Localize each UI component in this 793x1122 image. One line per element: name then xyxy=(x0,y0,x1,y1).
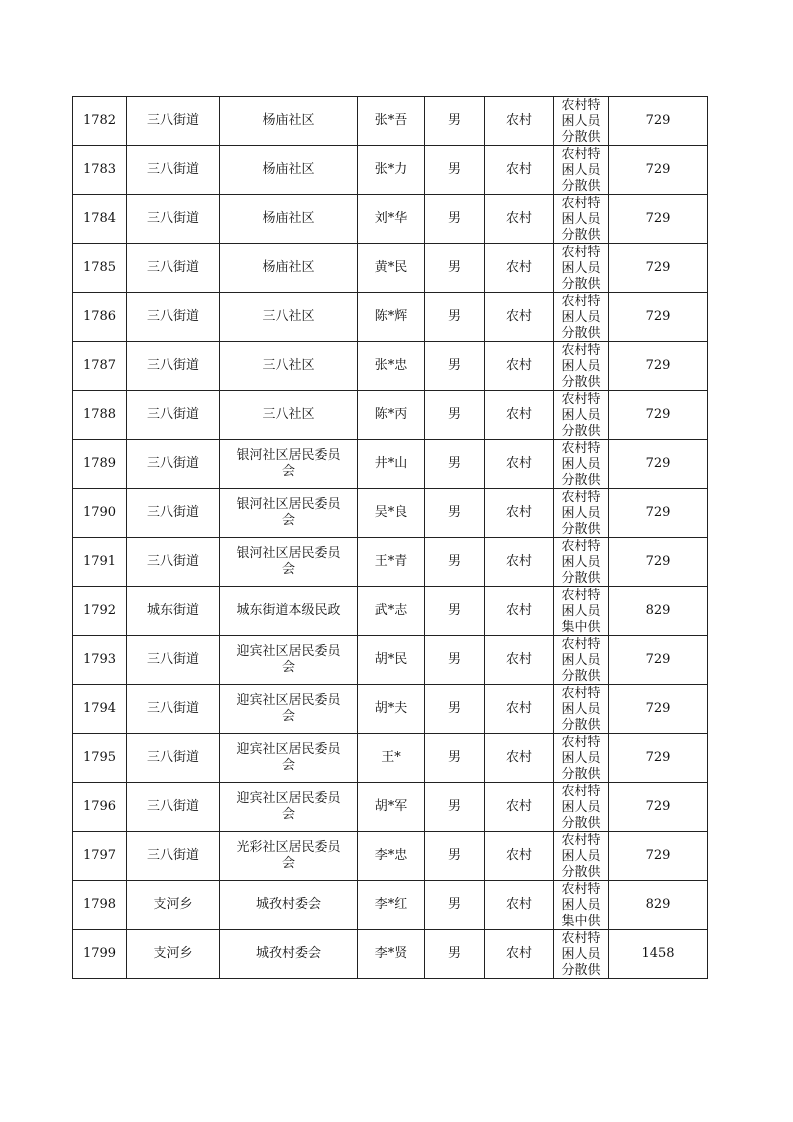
unit-text-line: 会 xyxy=(281,807,295,822)
category-cell xyxy=(554,881,609,930)
category-text-line: 分散供 xyxy=(561,276,601,292)
category-text-line: 困人员 xyxy=(561,407,601,423)
gender-cell: 男 xyxy=(425,391,485,440)
unit-text-line: 城孜村委会 xyxy=(255,946,321,961)
category-text-line: 农村特 xyxy=(561,734,601,750)
row-number-cell: 1789 xyxy=(73,440,127,489)
unit-cell xyxy=(220,293,358,342)
category-text-line: 困人员 xyxy=(561,505,601,521)
row-number-cell: 1790 xyxy=(73,489,127,538)
unit-text-line: 杨庙社区 xyxy=(262,162,315,177)
street-cell: 城东街道 xyxy=(127,587,220,636)
street-cell: 三八街道 xyxy=(127,832,220,881)
category-text-line: 困人员 xyxy=(561,652,601,668)
row-number-cell: 1788 xyxy=(73,391,127,440)
category-text-line: 农村特 xyxy=(561,244,601,260)
amount-cell: 729 xyxy=(609,440,708,489)
table-row xyxy=(73,244,708,293)
street-cell: 三八街道 xyxy=(127,734,220,783)
street-cell: 三八街道 xyxy=(127,783,220,832)
area-cell: 农村 xyxy=(485,685,554,734)
row-number-cell: 1791 xyxy=(73,538,127,587)
category-text-line: 分散供 xyxy=(561,864,601,880)
street-cell: 三八街道 xyxy=(127,146,220,195)
category-text-line: 困人员 xyxy=(561,211,601,227)
unit-text-line: 杨庙社区 xyxy=(262,113,315,128)
area-cell: 农村 xyxy=(485,391,554,440)
row-number-cell: 1795 xyxy=(73,734,127,783)
category-text-line: 农村特 xyxy=(561,440,601,456)
area-cell: 农村 xyxy=(485,930,554,979)
table-row xyxy=(73,685,708,734)
gender-cell: 男 xyxy=(425,636,485,685)
category-text-clip xyxy=(554,588,608,635)
unit-text-line: 会 xyxy=(281,562,295,577)
category-text-line: 分散供 xyxy=(561,227,601,243)
unit-cell xyxy=(220,391,358,440)
street-cell: 三八街道 xyxy=(127,97,220,146)
category-text-clip xyxy=(554,539,608,586)
row-number-cell: 1787 xyxy=(73,342,127,391)
amount-cell: 1458 xyxy=(609,930,708,979)
category-cell xyxy=(554,587,609,636)
category-text-clip xyxy=(554,98,608,145)
category-cell xyxy=(554,342,609,391)
row-number-cell: 1793 xyxy=(73,636,127,685)
table-row xyxy=(73,832,708,881)
name-cell: 陈*丙 xyxy=(358,391,425,440)
category-text-line: 农村特 xyxy=(561,587,601,603)
row-number-cell: 1799 xyxy=(73,930,127,979)
table-row xyxy=(73,195,708,244)
category-text-line: 农村特 xyxy=(561,930,601,946)
category-cell xyxy=(554,783,609,832)
gender-cell: 男 xyxy=(425,881,485,930)
street-cell: 三八街道 xyxy=(127,685,220,734)
category-text-line: 分散供 xyxy=(561,962,601,978)
gender-cell: 男 xyxy=(425,195,485,244)
amount-cell: 729 xyxy=(609,391,708,440)
unit-text-line: 迎宾社区居民委员 xyxy=(236,791,341,806)
unit-text-line: 会 xyxy=(281,464,295,479)
amount-cell: 729 xyxy=(609,636,708,685)
category-cell xyxy=(554,930,609,979)
category-text-line: 分散供 xyxy=(561,472,601,488)
table-row xyxy=(73,391,708,440)
name-cell: 李*贤 xyxy=(358,930,425,979)
unit-text-line: 城东街道本级民政 xyxy=(236,603,341,618)
street-cell: 三八街道 xyxy=(127,489,220,538)
gender-cell: 男 xyxy=(425,538,485,587)
category-text-line: 困人员 xyxy=(561,897,601,913)
gender-cell: 男 xyxy=(425,685,485,734)
table-row xyxy=(73,293,708,342)
category-text-line: 农村特 xyxy=(561,391,601,407)
category-text-line: 困人员 xyxy=(561,701,601,717)
category-text-line: 分散供 xyxy=(561,570,601,586)
street-cell: 支河乡 xyxy=(127,930,220,979)
unit-cell xyxy=(220,489,358,538)
category-text-line: 困人员 xyxy=(561,113,601,129)
unit-cell xyxy=(220,881,358,930)
category-text-clip xyxy=(554,196,608,243)
table-row xyxy=(73,636,708,685)
area-cell: 农村 xyxy=(485,587,554,636)
amount-cell: 729 xyxy=(609,342,708,391)
category-text-line: 农村特 xyxy=(561,293,601,309)
gender-cell: 男 xyxy=(425,293,485,342)
area-cell: 农村 xyxy=(485,244,554,293)
unit-cell xyxy=(220,685,358,734)
row-number-cell: 1797 xyxy=(73,832,127,881)
category-text-clip xyxy=(554,490,608,537)
street-cell: 三八街道 xyxy=(127,538,220,587)
unit-cell xyxy=(220,342,358,391)
row-number-cell: 1785 xyxy=(73,244,127,293)
roster-table xyxy=(72,96,708,979)
unit-text-line: 城孜村委会 xyxy=(255,897,321,912)
area-cell: 农村 xyxy=(485,440,554,489)
unit-text-line: 迎宾社区居民委员 xyxy=(236,742,341,757)
category-cell xyxy=(554,832,609,881)
unit-text-line: 迎宾社区居民委员 xyxy=(236,644,341,659)
area-cell: 农村 xyxy=(485,293,554,342)
unit-text-line: 光彩社区居民委员 xyxy=(236,840,341,855)
category-text-line: 农村特 xyxy=(561,832,601,848)
area-cell: 农村 xyxy=(485,734,554,783)
unit-text-line: 会 xyxy=(281,856,295,871)
category-text-clip xyxy=(554,637,608,684)
unit-cell xyxy=(220,538,358,587)
name-cell: 李*红 xyxy=(358,881,425,930)
unit-text-line: 杨庙社区 xyxy=(262,260,315,275)
category-text-line: 困人员 xyxy=(561,946,601,962)
category-text-line: 困人员 xyxy=(561,554,601,570)
area-cell: 农村 xyxy=(485,832,554,881)
street-cell: 三八街道 xyxy=(127,195,220,244)
category-text-line: 集中供 xyxy=(561,619,601,635)
category-text-line: 分散供 xyxy=(561,325,601,341)
amount-cell: 829 xyxy=(609,881,708,930)
name-cell: 王*青 xyxy=(358,538,425,587)
table-row xyxy=(73,489,708,538)
street-cell: 三八街道 xyxy=(127,636,220,685)
street-cell: 三八街道 xyxy=(127,293,220,342)
category-text-clip xyxy=(554,294,608,341)
name-cell: 张*忠 xyxy=(358,342,425,391)
category-text-line: 分散供 xyxy=(561,129,601,145)
category-cell xyxy=(554,440,609,489)
area-cell: 农村 xyxy=(485,97,554,146)
unit-text-line: 会 xyxy=(281,660,295,675)
category-text-line: 农村特 xyxy=(561,489,601,505)
name-cell: 胡*军 xyxy=(358,783,425,832)
name-cell: 陈*辉 xyxy=(358,293,425,342)
name-cell: 李*忠 xyxy=(358,832,425,881)
street-cell: 三八街道 xyxy=(127,391,220,440)
unit-text-line: 杨庙社区 xyxy=(262,211,315,226)
unit-cell xyxy=(220,440,358,489)
category-text-line: 分散供 xyxy=(561,374,601,390)
gender-cell: 男 xyxy=(425,489,485,538)
gender-cell: 男 xyxy=(425,587,485,636)
name-cell: 井*山 xyxy=(358,440,425,489)
name-cell: 吴*良 xyxy=(358,489,425,538)
gender-cell: 男 xyxy=(425,783,485,832)
name-cell: 胡*夫 xyxy=(358,685,425,734)
unit-cell xyxy=(220,636,358,685)
name-cell: 张*吾 xyxy=(358,97,425,146)
category-text-line: 困人员 xyxy=(561,358,601,374)
gender-cell: 男 xyxy=(425,930,485,979)
category-text-clip xyxy=(554,784,608,831)
area-cell: 农村 xyxy=(485,195,554,244)
table-body xyxy=(73,97,708,979)
gender-cell: 男 xyxy=(425,734,485,783)
category-text-line: 困人员 xyxy=(561,162,601,178)
row-number-cell: 1784 xyxy=(73,195,127,244)
category-text-line: 困人员 xyxy=(561,750,601,766)
area-cell: 农村 xyxy=(485,538,554,587)
gender-cell: 男 xyxy=(425,97,485,146)
amount-cell: 729 xyxy=(609,195,708,244)
unit-text-line: 银河社区居民委员 xyxy=(236,497,341,512)
category-text-line: 农村特 xyxy=(561,881,601,897)
unit-text-line: 会 xyxy=(281,709,295,724)
name-cell: 王* xyxy=(358,734,425,783)
unit-text-line: 三八社区 xyxy=(262,309,315,324)
row-number-cell: 1783 xyxy=(73,146,127,195)
gender-cell: 男 xyxy=(425,244,485,293)
category-text-line: 集中供 xyxy=(561,913,601,929)
category-text-line: 分散供 xyxy=(561,815,601,831)
category-cell xyxy=(554,195,609,244)
street-cell: 支河乡 xyxy=(127,881,220,930)
row-number-cell: 1796 xyxy=(73,783,127,832)
name-cell: 胡*民 xyxy=(358,636,425,685)
category-cell xyxy=(554,489,609,538)
category-text-line: 分散供 xyxy=(561,178,601,194)
unit-cell xyxy=(220,244,358,293)
category-text-line: 困人员 xyxy=(561,260,601,276)
amount-cell: 729 xyxy=(609,146,708,195)
category-text-clip xyxy=(554,735,608,782)
category-cell xyxy=(554,391,609,440)
category-text-line: 困人员 xyxy=(561,456,601,472)
category-cell xyxy=(554,538,609,587)
category-text-clip xyxy=(554,833,608,880)
category-text-line: 困人员 xyxy=(561,309,601,325)
unit-cell xyxy=(220,97,358,146)
row-number-cell: 1798 xyxy=(73,881,127,930)
amount-cell: 729 xyxy=(609,832,708,881)
table-row xyxy=(73,97,708,146)
table-row xyxy=(73,783,708,832)
category-text-clip xyxy=(554,441,608,488)
category-text-line: 困人员 xyxy=(561,603,601,619)
table-row xyxy=(73,930,708,979)
unit-text-line: 三八社区 xyxy=(262,358,315,373)
amount-cell: 729 xyxy=(609,97,708,146)
category-text-line: 困人员 xyxy=(561,848,601,864)
row-number-cell: 1794 xyxy=(73,685,127,734)
gender-cell: 男 xyxy=(425,146,485,195)
area-cell: 农村 xyxy=(485,881,554,930)
name-cell: 张*力 xyxy=(358,146,425,195)
table-row xyxy=(73,587,708,636)
category-text-line: 农村特 xyxy=(561,97,601,113)
name-cell: 刘*华 xyxy=(358,195,425,244)
unit-text-line: 银河社区居民委员 xyxy=(236,546,341,561)
category-text-line: 分散供 xyxy=(561,717,601,733)
name-cell: 黄*民 xyxy=(358,244,425,293)
gender-cell: 男 xyxy=(425,342,485,391)
area-cell: 农村 xyxy=(485,489,554,538)
street-cell: 三八街道 xyxy=(127,244,220,293)
amount-cell: 729 xyxy=(609,538,708,587)
category-text-clip xyxy=(554,343,608,390)
amount-cell: 729 xyxy=(609,293,708,342)
category-text-line: 分散供 xyxy=(561,521,601,537)
category-text-line: 农村特 xyxy=(561,146,601,162)
area-cell: 农村 xyxy=(485,783,554,832)
name-cell: 武*志 xyxy=(358,587,425,636)
unit-text-line: 迎宾社区居民委员 xyxy=(236,693,341,708)
table-row xyxy=(73,538,708,587)
amount-cell: 729 xyxy=(609,685,708,734)
category-text-line: 分散供 xyxy=(561,668,601,684)
category-text-clip xyxy=(554,245,608,292)
category-cell xyxy=(554,244,609,293)
table-row xyxy=(73,146,708,195)
unit-cell xyxy=(220,783,358,832)
category-text-clip xyxy=(554,931,608,978)
amount-cell: 729 xyxy=(609,783,708,832)
category-text-clip xyxy=(554,392,608,439)
category-text-line: 农村特 xyxy=(561,195,601,211)
area-cell: 农村 xyxy=(485,636,554,685)
amount-cell: 729 xyxy=(609,244,708,293)
row-number-cell: 1786 xyxy=(73,293,127,342)
row-number-cell: 1782 xyxy=(73,97,127,146)
category-text-clip xyxy=(554,882,608,929)
unit-text-line: 会 xyxy=(281,758,295,773)
table-row xyxy=(73,881,708,930)
category-text-line: 农村特 xyxy=(561,685,601,701)
table-row xyxy=(73,440,708,489)
category-text-line: 农村特 xyxy=(561,636,601,652)
street-cell: 三八街道 xyxy=(127,440,220,489)
amount-cell: 729 xyxy=(609,489,708,538)
unit-text-line: 银河社区居民委员 xyxy=(236,448,341,463)
unit-cell xyxy=(220,734,358,783)
area-cell: 农村 xyxy=(485,342,554,391)
unit-text-line: 会 xyxy=(281,513,295,528)
unit-cell xyxy=(220,587,358,636)
unit-cell xyxy=(220,930,358,979)
category-text-clip xyxy=(554,686,608,733)
street-cell: 三八街道 xyxy=(127,342,220,391)
gender-cell: 男 xyxy=(425,440,485,489)
unit-text-line: 三八社区 xyxy=(262,407,315,422)
category-cell xyxy=(554,146,609,195)
category-cell xyxy=(554,636,609,685)
area-cell: 农村 xyxy=(485,146,554,195)
table-row xyxy=(73,342,708,391)
table-row xyxy=(73,734,708,783)
category-text-line: 分散供 xyxy=(561,423,601,439)
amount-cell: 729 xyxy=(609,734,708,783)
unit-cell xyxy=(220,832,358,881)
category-text-clip xyxy=(554,147,608,194)
category-text-line: 农村特 xyxy=(561,538,601,554)
unit-cell xyxy=(220,195,358,244)
category-text-line: 分散供 xyxy=(561,766,601,782)
category-cell xyxy=(554,293,609,342)
category-cell xyxy=(554,685,609,734)
amount-cell: 829 xyxy=(609,587,708,636)
category-text-line: 困人员 xyxy=(561,799,601,815)
category-cell xyxy=(554,97,609,146)
category-text-line: 农村特 xyxy=(561,783,601,799)
row-number-cell: 1792 xyxy=(73,587,127,636)
category-text-line: 农村特 xyxy=(561,342,601,358)
gender-cell: 男 xyxy=(425,832,485,881)
category-cell xyxy=(554,734,609,783)
unit-cell xyxy=(220,146,358,195)
